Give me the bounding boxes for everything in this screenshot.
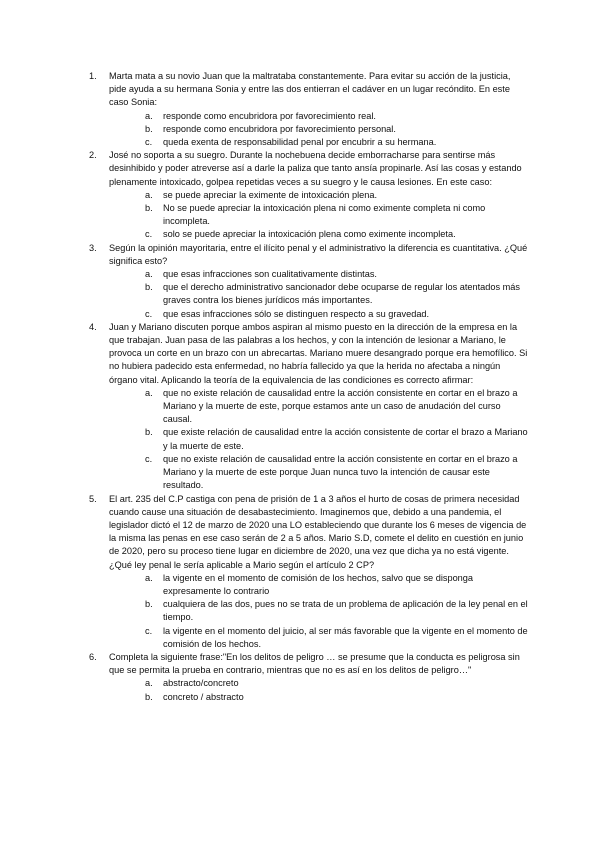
option-text: que esas infracciones son cualitativamente distintas. — [163, 269, 377, 280]
question-text: José no soporta a su suegro. Durante la nochebuena decide emborracharse para sentirse más desinhibido y poder atreverse así a darle la paliza que tanto ansía propinarle. Así las cosas y estando plenamente intoxicado, golpea repetidas veces a su suegro y le causa lesiones. En este caso: — [109, 150, 522, 187]
option-text: responde como encubridora por favorecimiento real. — [163, 110, 376, 121]
option-text: que no existe relación de causalidad entre la acción consistente en cortar en el brazo a Mariano y la muerte de este porque Juan nunca tuvo la intención de causar este resultado. — [163, 453, 518, 491]
question-item — [89, 321, 529, 493]
question-number: 5. — [89, 493, 97, 504]
question-number: 1. — [89, 71, 97, 81]
answer-option — [145, 453, 529, 493]
option-text: concreto / abstracto — [163, 691, 244, 702]
question-text: Completa la siguiente frase:"En los delitos de peligro … se presume que la conducta es peligrosa sin que se permita la prueba en contrario, mientras que no es así en los delitos de peligro…" — [109, 651, 520, 676]
option-label: c. — [145, 625, 153, 636]
answer-option — [145, 677, 529, 690]
question-text: Marta mata a su novio Juan que la maltrataba constantemente. Para evitar su acción de la justicia, pide ayuda a su hermana Sonia y entre las dos entierran el cadáver en un lugar recóndito. En este caso Sonia: — [109, 71, 511, 108]
option-label: b. — [145, 282, 153, 293]
option-label: b. — [145, 427, 153, 438]
option-text: que esas infracciones sólo se distinguen respecto a su gravedad. — [163, 308, 430, 319]
option-text: se puede apreciar la eximente de intoxicación plena. — [163, 189, 377, 200]
option-text: que no existe relación de causalidad entre la acción consistente en cortar en el brazo a Mariano y la muerte de este, porque estamos ante un caso de anudación del curso causal. — [163, 387, 518, 425]
option-label: a. — [145, 110, 153, 121]
option-label: a. — [145, 572, 153, 583]
answer-option — [145, 691, 529, 704]
option-text: que el derecho administrativo sancionador debe ocuparse de regular los atentados más graves contra los bienes jurídicos más importantes. — [163, 282, 521, 306]
option-label: c. — [145, 453, 153, 464]
option-list — [109, 189, 529, 242]
option-text: solo se puede apreciar la intoxicación plena como eximente incompleta. — [163, 229, 456, 240]
answer-option — [145, 387, 529, 427]
option-label: b. — [145, 123, 153, 134]
answer-option — [145, 136, 529, 149]
option-label: a. — [145, 189, 153, 200]
question-text: Según la opinión mayoritaria, entre el ilícito penal y el administrativo la diferencia es cuantitativa. ¿Qué significa esto? — [109, 242, 528, 266]
option-label: b. — [145, 599, 153, 610]
option-label: c. — [145, 137, 153, 148]
option-text: cualquiera de las dos, pues no se trata de un problema de aplicación de la ley penal en el tiempo. — [163, 599, 528, 623]
question-text: El art. 235 del C.P castiga con pena de prisión de 1 a 3 años el hurto de cosas de primera necesidad cuando cause una situación de desabastecimiento. Imaginemos que, debido a una pandemia, el legislador dictó el 12 de marzo de 2020 una LO estableciendo que durante los 6 meses de vigencia de la misma las penas en ese caso serán de 2 a 5 años. Mario S.D, comete el delito en cuestión en junio de 2020, pero su proceso tiene lugar en diciembre de 2020, una vez que dicha ya no está vigente. ¿Qué ley penal le sería aplicable a Mario según el artículo 2 CP? — [109, 493, 527, 570]
option-text: No se puede apreciar la intoxicación plena ni como eximente completa ni como incompleta. — [163, 203, 486, 227]
answer-option — [145, 625, 529, 651]
option-label: a. — [145, 387, 153, 398]
answer-option — [145, 598, 529, 624]
question-item — [89, 70, 529, 149]
answer-option — [145, 123, 529, 136]
option-text: que existe relación de causalidad entre la acción consistente de cortar el brazo a Mariano y la muerte de este. — [163, 427, 528, 451]
question-number: 3. — [89, 242, 97, 253]
question-number: 6. — [89, 651, 97, 662]
option-label: a. — [145, 269, 153, 280]
answer-option — [145, 426, 529, 452]
option-text: la vigente en el momento de comisión de los hechos, salvo que se disponga expresamente lo contrario — [163, 572, 474, 596]
answer-option — [145, 110, 529, 123]
option-label: c. — [145, 229, 153, 240]
option-text: abstracto/concreto — [163, 678, 239, 689]
option-list — [109, 387, 529, 493]
question-item — [89, 651, 529, 704]
question-item — [89, 493, 529, 651]
answer-option — [145, 572, 529, 598]
answer-option — [145, 189, 529, 202]
question-list — [89, 70, 529, 704]
option-label: c. — [145, 308, 153, 319]
question-item — [89, 149, 529, 241]
option-label: b. — [145, 203, 153, 214]
question-item — [89, 242, 529, 321]
answer-option — [145, 268, 529, 281]
option-text: queda exenta de responsabilidad penal por encubrir a su hermana. — [163, 137, 437, 148]
option-list — [109, 268, 529, 321]
option-list — [109, 677, 529, 703]
answer-option — [145, 308, 529, 321]
option-list — [109, 572, 529, 651]
option-list — [109, 110, 529, 150]
option-text: responde como encubridora por favorecimiento personal. — [163, 123, 396, 134]
question-text: Juan y Mariano discuten porque ambos aspiran al mismo puesto en la dirección de la empresa en la que trabajan. Juan pasa de las palabras a los hechos, y con la intención de lesionar a Mariano, le provoca un corte en un brazo con un abrecartas. Mariano muere desangrado porque era hemofílico. Si no hubiera padecido esta enfermedad, no habría fallecido ya que la herida no afectaba a ningún órgano vital. Aplicando la teoría de la equivalencia de las condiciones es correcto afirmar: — [109, 321, 528, 385]
option-label: a. — [145, 678, 153, 689]
answer-option — [145, 202, 529, 228]
answer-option — [145, 228, 529, 241]
question-number: 2. — [89, 150, 97, 161]
question-number: 4. — [89, 321, 97, 332]
option-label: b. — [145, 691, 153, 702]
option-text: la vigente en el momento del juicio, al ser más favorable que la vigente en el momento de comisión de los hechos. — [163, 625, 528, 649]
answer-option — [145, 281, 529, 307]
